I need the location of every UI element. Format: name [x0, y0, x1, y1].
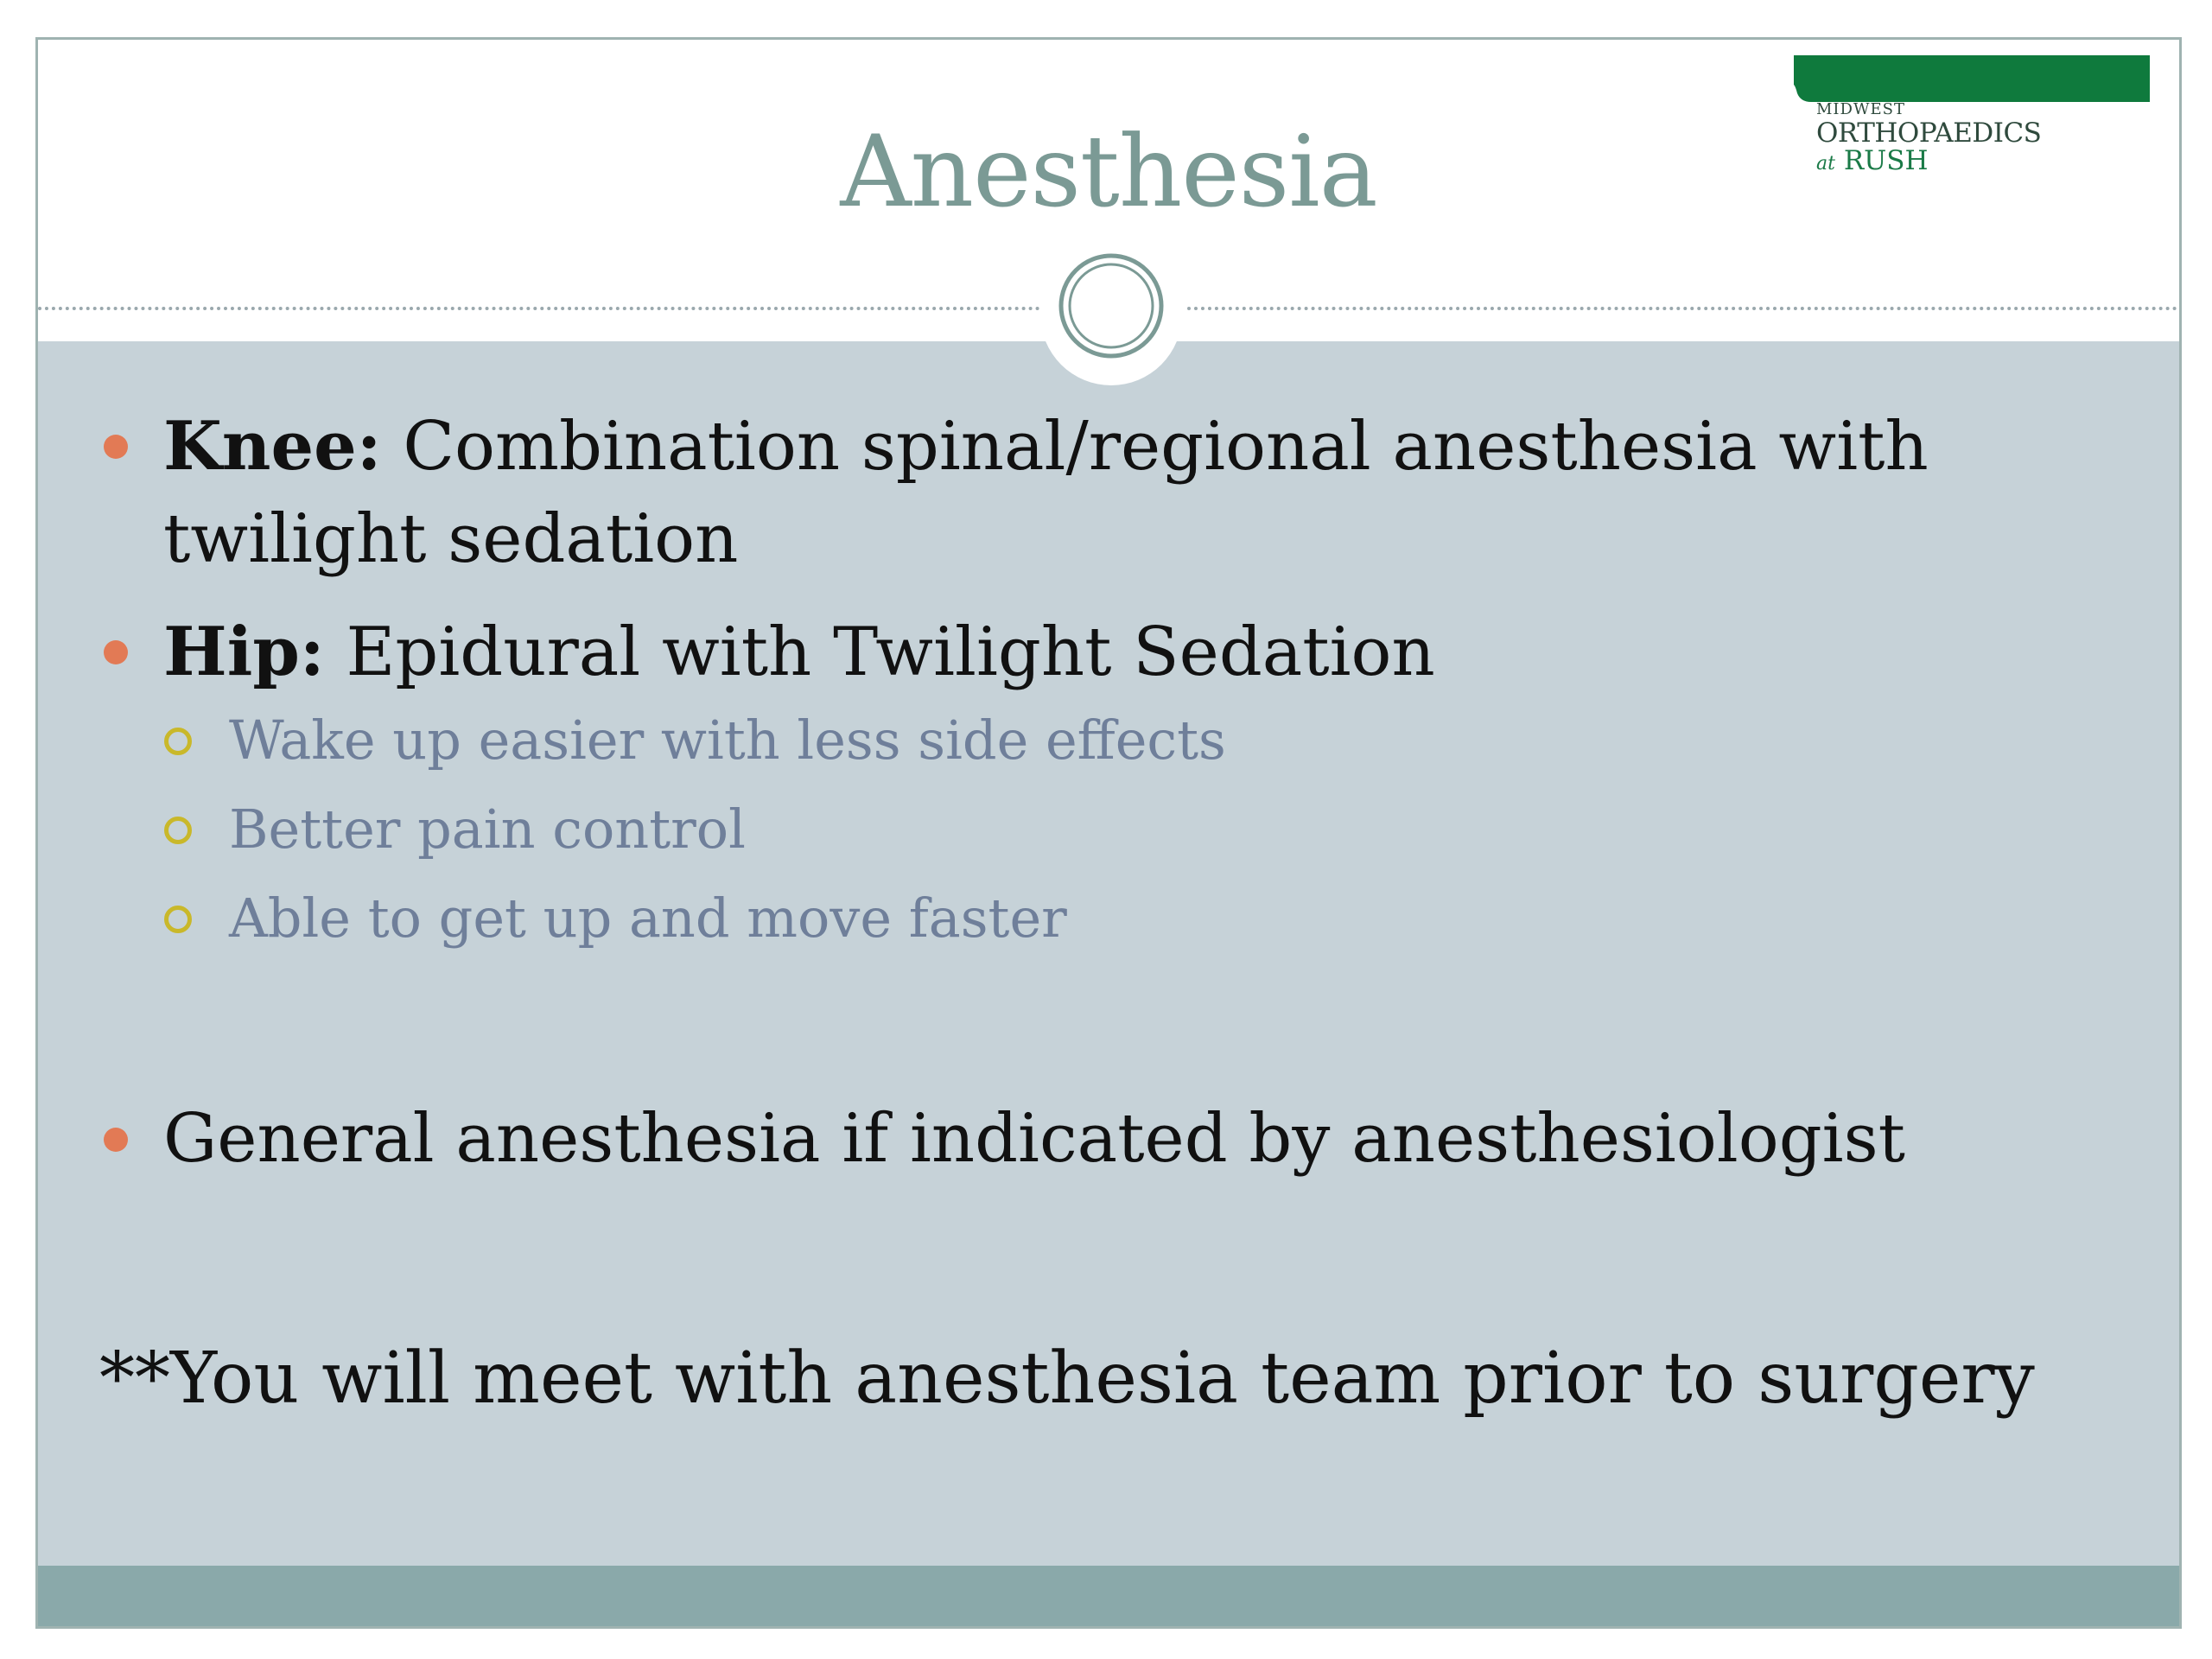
footer-band [38, 1566, 2179, 1629]
sub-bullet-item [229, 880, 1957, 957]
sub-bullet-text: Wake up easier with less side effects [229, 709, 1226, 772]
logo-at: at [1816, 153, 1835, 175]
sub-bullet-item [229, 791, 1957, 868]
slide-title: Anesthesia [840, 114, 1377, 229]
bullet-text: Epidural with Twilight Sedation [346, 613, 1435, 691]
logo-wordmark [1816, 100, 2041, 178]
bullet-item-knee [163, 400, 2038, 586]
bullet-item-general [163, 1093, 2038, 1185]
hollow-circle-bullet-icon [164, 728, 192, 755]
bullet-text: Combination spinal/regional anesthesia with twilight sedation [163, 408, 1929, 578]
bullet-dot-icon [104, 640, 128, 664]
logo-line-midwest: MIDWEST [1816, 100, 1905, 118]
logo-line-orthopaedics: ORTHOPAEDICS [1816, 118, 2042, 149]
logo-green-bar [1794, 55, 2150, 102]
header-divider-right [1187, 307, 2182, 310]
bullet-item-hip [163, 606, 2038, 699]
slide-content [38, 341, 2179, 1566]
header-divider-left [38, 307, 1040, 310]
hollow-circle-bullet-icon [164, 906, 192, 933]
anesthesia-team-note: **You will meet with anesthesia team prior to surgery [99, 1338, 2035, 1420]
midwest-orthopaedics-logo [1794, 55, 2150, 176]
sub-bullet-text: Better pain control [229, 798, 746, 861]
bullet-dot-icon [104, 435, 128, 459]
bullet-text: General anesthesia if indicated by anesthesiologist [163, 1100, 1905, 1178]
bullet-dot-icon [104, 1128, 128, 1152]
circle-emblem-icon [1056, 251, 1166, 361]
logo-line-rush [1816, 147, 2041, 178]
bullet-label: Hip: [163, 613, 325, 691]
sub-bullet-text: Able to get up and move faster [229, 887, 1067, 950]
sub-bullet-item [229, 702, 1957, 779]
hollow-circle-bullet-icon [164, 817, 192, 844]
slide [35, 37, 2182, 1629]
logo-rush: RUSH [1843, 145, 1929, 176]
bullet-label: Knee: [163, 407, 382, 486]
